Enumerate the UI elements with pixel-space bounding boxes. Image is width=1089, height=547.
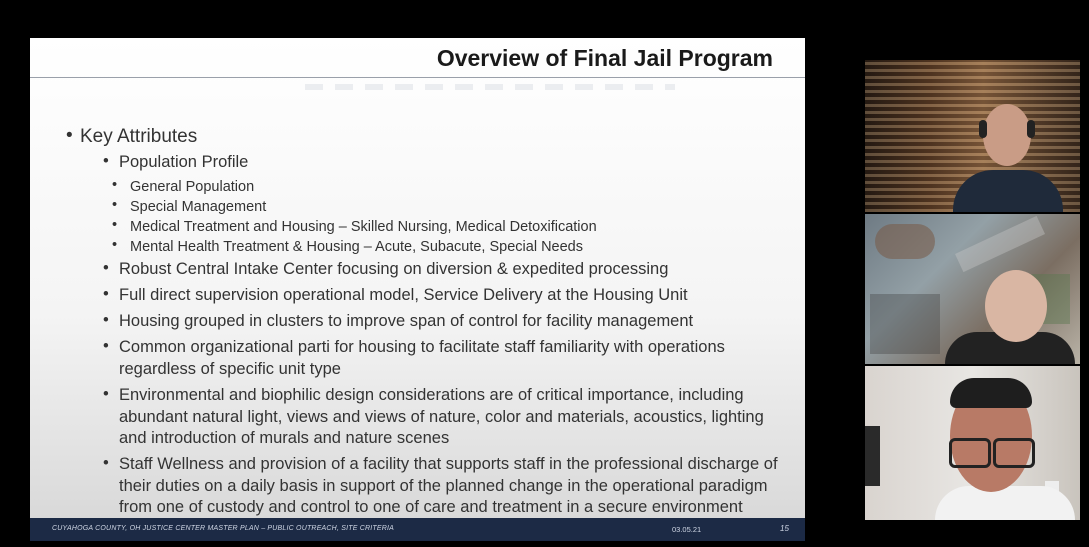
participant-video-2[interactable] — [865, 214, 1080, 364]
participant-video-1[interactable] — [865, 60, 1080, 212]
footer-date: 03.05.21 — [672, 525, 702, 534]
presentation-slide — [30, 38, 805, 541]
point-central-intake: • Robust Central Intake Center focusing on diversion & expedited processing — [103, 259, 669, 278]
sub-item-general-population: • General Population — [112, 177, 255, 195]
participant-avatar — [865, 214, 1080, 364]
point-organizational-parti: • Common organizational parti for housing to facilitate staff familiarity with operations regardless of specific unit type — [103, 337, 725, 378]
point-staff-wellness: • Staff Wellness and provision of a facility that supports staff in the professional discharge of their duties on a daily basis in support of the planned change in the operational paradigm from one of custody and control to one of care and treatment in a secure environment — [103, 454, 778, 516]
decorative-dots — [305, 84, 675, 90]
sub-item-medical-treatment: • Medical Treatment and Housing – Skilled Nursing, Medical Detoxification — [112, 217, 597, 235]
footer-page-number: 15 — [780, 524, 789, 533]
slide-title: Overview of Final Jail Program — [436, 45, 773, 71]
glasses-icon — [949, 438, 991, 468]
population-profile-item: • Population Profile — [103, 152, 249, 171]
footer-text: CUYAHOGA COUNTY, OH JUSTICE CENTER MASTER PLAN – PUBLIC OUTREACH, SITE CRITERIA — [52, 525, 395, 532]
participant-avatar — [865, 366, 1080, 520]
point-direct-supervision: • Full direct supervision operational model, Service Delivery at the Housing Unit — [103, 285, 688, 304]
participant-avatar — [865, 60, 1080, 212]
point-housing-clusters: • Housing grouped in clusters to improve span of control for facility management — [103, 311, 694, 330]
headset-icon — [979, 120, 987, 138]
slide-title-bar — [30, 38, 805, 78]
participant-video-3[interactable] — [865, 366, 1080, 520]
slide-footer — [30, 518, 805, 541]
key-attributes-heading: • Key Attributes — [66, 125, 198, 147]
point-environmental-design: • Environmental and biophilic design considerations are of critical importance, including abundant natural light, views and views of nature, color and materials, acoustics, lighting and introduction of murals and nature scenes — [103, 385, 764, 447]
sub-item-mental-health: • Mental Health Treatment & Housing – Acute, Subacute, Special Needs — [112, 237, 583, 255]
sub-item-special-management: • Special Management — [112, 197, 267, 215]
